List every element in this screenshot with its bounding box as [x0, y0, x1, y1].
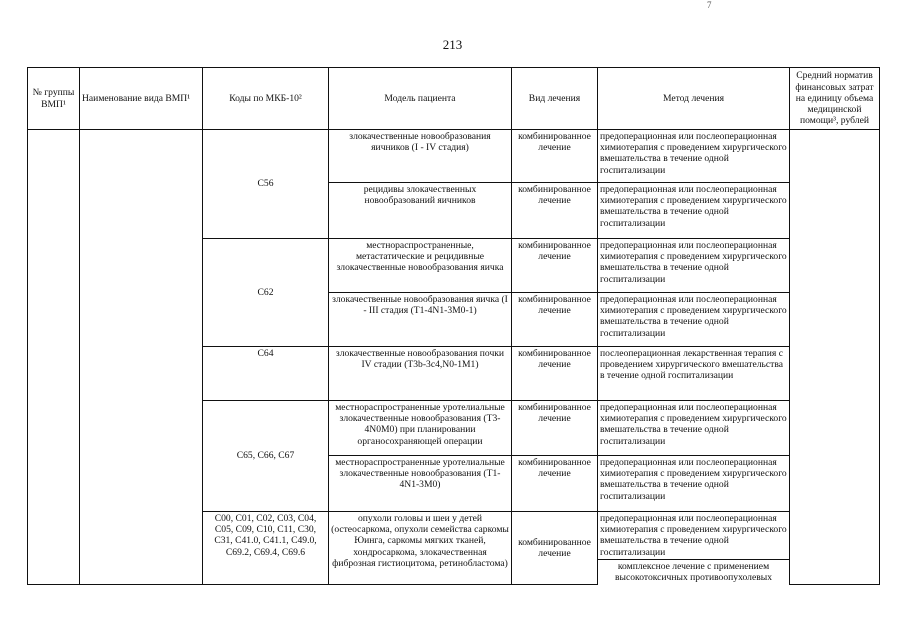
- patient-model-cell: злокачественные новообразования яичников (I - IV стадия): [329, 130, 512, 183]
- treatment-method-cell: послеоперационная лекарственная терапия с проведением хирургического вмешательства в течение одной госпитализации: [598, 347, 790, 401]
- treatment-method-cell: предоперационная или послеоперационная химиотерапия с проведением хирургического вмешательства в течение одной госпитализации: [598, 512, 790, 560]
- treatment-type-cell: комбинированное лечение: [512, 401, 598, 456]
- group-number-cell: [28, 130, 80, 585]
- vmp-name-cell: [80, 130, 203, 585]
- treatment-type-cell: комбинированное лечение: [512, 347, 598, 401]
- header-group-number: № группы ВМП¹: [28, 68, 80, 130]
- icd-codes-cell: C56: [203, 130, 329, 239]
- page-number: 213: [442, 37, 463, 52]
- treatment-type-cell: комбинированное лечение: [512, 130, 598, 183]
- header-vmp-name: Наименование вида ВМП¹: [80, 68, 203, 130]
- treatment-type-cell: комбинированное лечение: [512, 456, 598, 512]
- treatment-method-cell: предоперационная или послеоперационная химиотерапия с проведением хирургического вмешательства в течение одной госпитализации: [598, 401, 790, 456]
- treatment-type-cell: комбинированное лечение: [512, 293, 598, 347]
- treatment-method-cell: предоперационная или послеоперационная химиотерапия с проведением хирургического вмешательства в течение одной госпитализации: [598, 183, 790, 239]
- treatment-type-cell: комбинированное лечение: [512, 183, 598, 239]
- header-icd-codes: Коды по МКБ-10²: [203, 68, 329, 130]
- header-treatment-method: Метод лечения: [598, 68, 790, 130]
- icd-codes-cell: C62: [203, 239, 329, 347]
- patient-model-cell: рецидивы злокачественных новообразований яичников: [329, 183, 512, 239]
- treatment-method-cell: комплексное лечение с применением высокотоксичных противоопухолевых: [598, 560, 790, 585]
- treatment-method-cell: предоперационная или послеоперационная химиотерапия с проведением хирургического вмешательства в течение одной госпитализации: [598, 293, 790, 347]
- treatment-type-cell: комбинированное лечение: [512, 512, 598, 585]
- header-treatment-type: Вид лечения: [512, 68, 598, 130]
- treatment-method-cell: предоперационная или послеоперационная химиотерапия с проведением хирургического вмешательства в течение одной госпитализации: [598, 456, 790, 512]
- header-cost-standard: Средний норматив финансовых затрат на единицу объема медицинской помощи³, рублей: [790, 68, 880, 130]
- patient-model-cell: опухоли головы и шеи у детей (остеосаркома, опухоли семейства саркомы Юинга, саркомы мягких тканей, хондросаркома, злокачественная фиброзная гистиоцитома, ретинобластома): [329, 512, 512, 585]
- patient-model-cell: местнораспространенные уротелиальные злокачественные новообразования (T1-4N1-3M0): [329, 456, 512, 512]
- icd-codes-cell: C64: [203, 347, 329, 401]
- vmp-table: [27, 67, 880, 585]
- corner-mark: 7: [707, 0, 712, 10]
- treatment-method-cell: предоперационная или послеоперационная химиотерапия с проведением хирургического вмешательства в течение одной госпитализации: [598, 239, 790, 293]
- icd-codes-cell: C65, C66, C67: [203, 401, 329, 512]
- table-row: [28, 130, 880, 183]
- cost-cell: [790, 130, 880, 585]
- patient-model-cell: злокачественные новообразования почки IV стадии (T3b-3c4,N0-1M1): [329, 347, 512, 401]
- icd-codes-cell: C00, C01, C02, C03, C04, C05, C09, C10, C11, C30, C31, C41.0, C41.1, C49.0, C69.2, C69.4, C69.6: [203, 512, 329, 585]
- patient-model-cell: местнораспространенные, метастатические и рецидивные злокачественные новообразования яичка: [329, 239, 512, 293]
- header-patient-model: Модель пациента: [329, 68, 512, 130]
- treatment-method-cell: предоперационная или послеоперационная химиотерапия с проведением хирургического вмешательства в течение одной госпитализации: [598, 130, 790, 183]
- treatment-type-cell: комбинированное лечение: [512, 239, 598, 293]
- header-row: [28, 68, 880, 130]
- patient-model-cell: местнораспространенные уротелиальные злокачественные новообразования (T3-4N0M0) при планировании органосохраняющей операции: [329, 401, 512, 456]
- patient-model-cell: злокачественные новообразования яичка (I - III стадия (T1-4N1-3M0-1): [329, 293, 512, 347]
